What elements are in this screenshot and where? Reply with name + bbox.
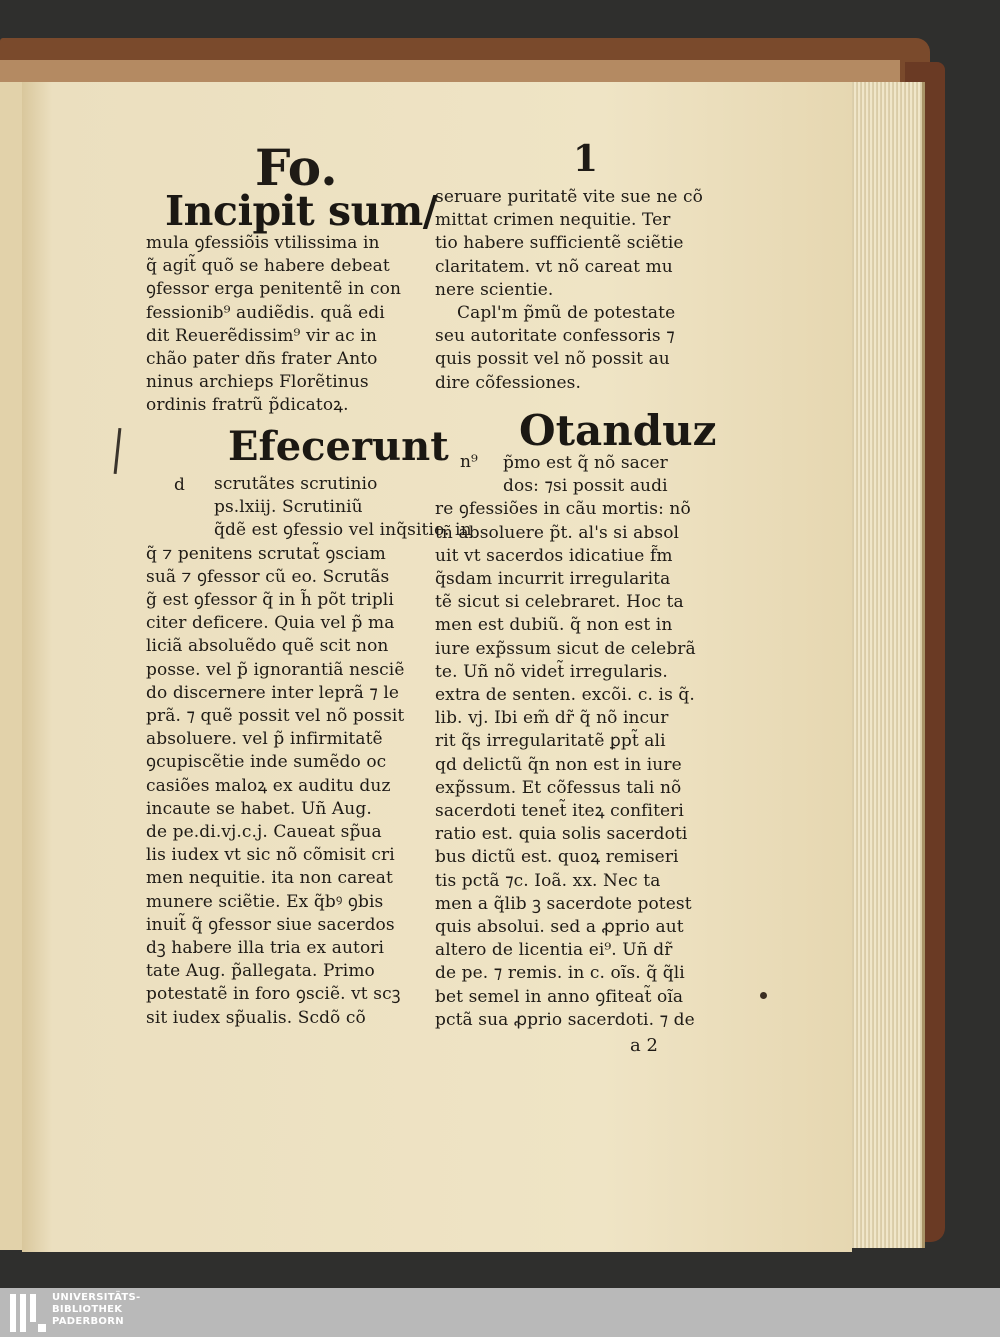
text-line: tñ absoluere p̃t. al's si absol — [435, 522, 680, 543]
text-line: potestatẽ in foro ꝯsciẽ. vt scꝫ — [146, 984, 401, 1005]
library-logo-text — [52, 1292, 141, 1328]
text-line: mula ꝯfessiõis vtilissima in — [146, 233, 380, 253]
text-line: tate Aug. p̃allegata. Primo — [146, 961, 375, 982]
text-line: extra de senten. excõi. c. is q̃. — [435, 685, 695, 706]
text-line: inuit̃ q̃ ꝯfessor siue sacerdos — [146, 914, 395, 935]
text-line: altero de licentia ei⁹. Uñ dr̃ — [435, 940, 673, 961]
text-line: exp̃ssum. Et cõfessus tali nõ — [435, 777, 682, 798]
text-line: sacerdoti tenet̃ iteꝝ confiteri — [435, 801, 684, 822]
text-line: ꝯfessor erga penitentẽ in con — [146, 279, 402, 300]
wormhole — [760, 992, 767, 999]
text-line: casiões maloꝝ ex auditu duz — [146, 775, 391, 796]
text-line: lis iudex vt sic nõ cõmisit cri — [146, 845, 395, 866]
text-line: q̃sdam incurrit irregularita — [435, 569, 671, 590]
text-line: ꝯcupiscẽtie inde sumẽdo oc — [146, 752, 387, 773]
left-column-body — [146, 473, 472, 1030]
text-line: munere sciẽtie. Ex q̃bꝰ ꝯbis — [146, 891, 384, 912]
logo-line-2: BIBLIOTHEK — [52, 1304, 123, 1315]
text-line: dire cõfessiones. — [435, 372, 581, 393]
folio-number: 1 — [573, 138, 599, 180]
library-logo-icon — [8, 1292, 48, 1334]
text-line: quis possit vel nõ possit au — [435, 349, 670, 370]
text-line: mittat crimen nequitie. Ter — [435, 210, 671, 231]
text-line: quis absolui. sed a ꝓprio aut — [435, 917, 684, 938]
text-line: uit vt sacerdos idicatiue f̃m — [435, 545, 673, 566]
left-guide-initial: d — [174, 475, 185, 495]
book-cover-inner-edge — [0, 60, 900, 82]
page-stack-edges — [850, 82, 925, 1248]
text-line: iure exp̃ssum sicut de celebrã — [435, 638, 696, 659]
logo-line-1: UNIVERSITÄTS- — [52, 1292, 141, 1303]
text-line: chão pater dñs frater Anto — [146, 349, 378, 370]
text-line: seu autoritate confessoris ⁊ — [435, 326, 675, 347]
text-line: q̃ ⁊ penitens scrutat̃ ꝯsciam — [146, 543, 386, 564]
text-line: ninus archieps Florẽtinus — [146, 372, 369, 393]
text-line: nere scientie. — [435, 279, 554, 300]
text-line: scrutãtes scrutinio — [214, 474, 378, 494]
text-line: ordinis fratrũ p̃dicatoꝝ. — [146, 395, 349, 416]
text-line: lib. vj. Ibi em̃ dr̃ q̃ nõ incur — [435, 708, 669, 729]
text-line: te. Uñ nõ videt̃ irregularis. — [435, 661, 668, 682]
text-line: ratio est. quia solis sacerdoti — [435, 824, 688, 845]
logo-line-3: PADERBORN — [52, 1316, 124, 1327]
text-line: ps.lxiij. Scrutiniũ — [214, 497, 363, 518]
text-line: bus dictũ est. quoꝝ remiseri — [435, 847, 679, 868]
text-line: incaute se habet. Uñ Aug. — [146, 798, 372, 819]
text-line: g̃ est ꝯfessor q̃ in h̃ põt tripli — [146, 590, 394, 611]
text-line: men nequitie. ita non careat — [146, 868, 393, 889]
signature-mark: a 2 — [630, 1035, 658, 1056]
text-line: dꝫ habere illa tria ex autori — [146, 938, 385, 959]
text-line: do discernere inter leprã ⁊ le — [146, 682, 400, 703]
text-line: dit Reuerẽdissim⁹ vir ac in — [146, 325, 377, 346]
text-line: de pe. ⁊ remis. in c. oĩs. q̃ q̃li — [435, 963, 685, 984]
left-section-heading: Efecerunt — [228, 423, 449, 470]
text-line: citer deficere. Quia vel p̃ ma — [146, 613, 395, 634]
text-line: sit iudex sp̃ualis. Scdõ cõ — [146, 1007, 366, 1028]
text-line: claritatem. vt nõ careat mu — [435, 256, 673, 277]
text-line: men est dubiũ. q̃ non est in — [435, 615, 673, 636]
text-line: men a q̃lib ꝫ sacerdote potest — [435, 893, 692, 914]
text-line: seruare puritatẽ vite sue ne cõ — [435, 187, 703, 207]
text-line: q̃dẽ est ꝯfessio vel inq̃sitio. in — [214, 520, 472, 541]
text-line: re ꝯfessiões in cãu mortis: nõ — [435, 499, 691, 520]
text-line: tio habere sufficientẽ sciẽtie — [435, 233, 684, 254]
text-line: Capl'm p̃mũ de potestate — [457, 303, 676, 324]
text-line: pctã sua ꝓprio sacerdoti. ⁊ de — [435, 1009, 695, 1030]
text-line: prã. ⁊ quẽ possit vel nõ possit — [146, 706, 405, 727]
right-section-heading: Otanduz — [519, 406, 717, 455]
text-line: tis pctã ⁊c. Ioã. xx. Nec ta — [435, 870, 661, 891]
text-line: liciã absoluẽdo quẽ scit non — [146, 636, 389, 657]
text-line: q̃ agit̃ quõ se habere debeat — [146, 256, 390, 277]
right-column-body — [435, 452, 701, 1032]
text-line: rit q̃s irregularitatẽ ꝑpt̃ ali — [435, 731, 666, 752]
left-column-intro — [146, 232, 414, 418]
incipit-heading: Incipit sum/ — [165, 187, 438, 235]
text-line: dos: ⁊si possit audi — [503, 476, 668, 497]
left-page-edge — [0, 82, 24, 1250]
text-line: bet semel in anno ꝯfiteat̃ oĩa — [435, 986, 684, 1007]
text-line: suã ⁊ ꝯfessor cũ eo. Scrutãs — [146, 566, 390, 587]
text-line: tẽ sicut si celebraret. Hoc ta — [435, 592, 684, 613]
right-guide-initial: n⁹ — [460, 452, 478, 472]
text-line: qd delictũ q̃n non est in iure — [435, 754, 682, 775]
text-line: de pe.di.vj.c.j. Caueat sp̃ua — [146, 822, 382, 843]
library-footer-bar — [0, 1288, 1000, 1337]
text-line: absoluere. vel p̃ infirmitatẽ — [146, 729, 383, 750]
folio-label: Fo. — [255, 138, 338, 197]
text-line: fessionib⁹ audiẽdis. quã edi — [146, 302, 385, 323]
text-line: p̃mo est q̃ nõ sacer — [503, 453, 668, 473]
right-column-intro — [435, 186, 701, 395]
text-line: posse. vel p̃ ignorantiã nesciẽ — [146, 659, 405, 680]
